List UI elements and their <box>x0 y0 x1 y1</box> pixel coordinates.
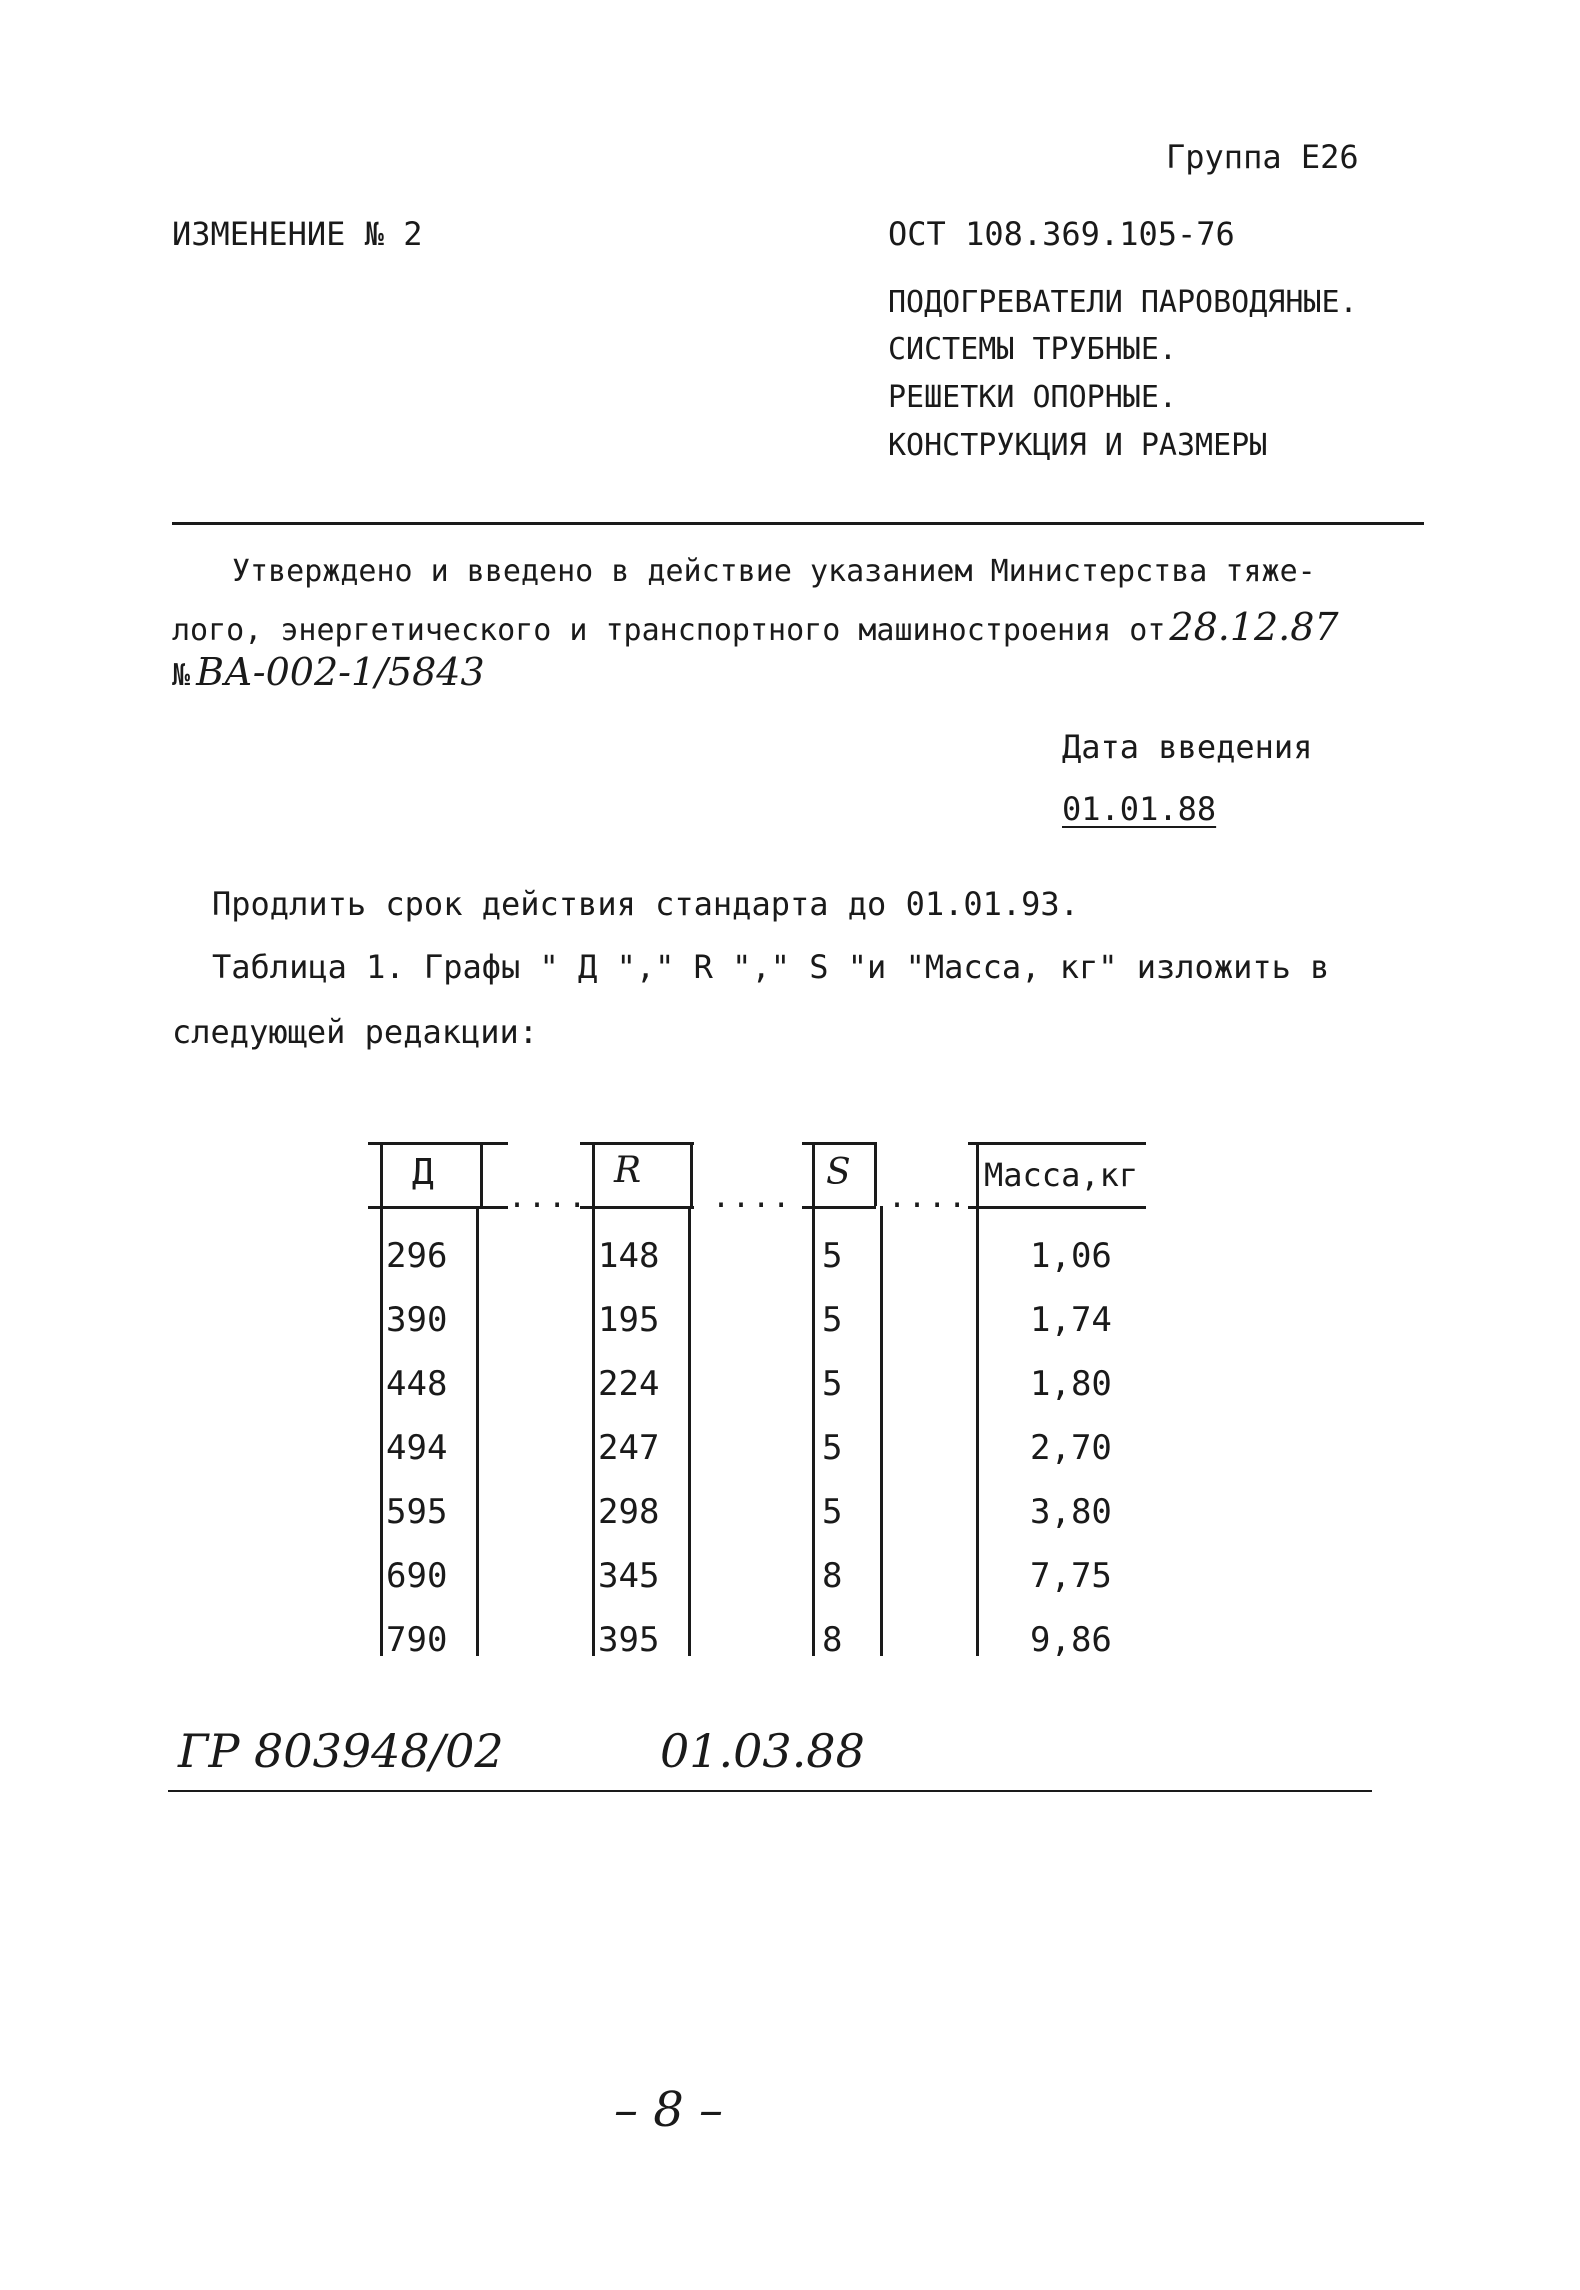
table-vrule <box>690 1142 693 1206</box>
table-vrule <box>480 1142 483 1206</box>
column-gap-dots: .... <box>888 1180 969 1215</box>
cell-mass: 7,75 <box>1030 1556 1112 1596</box>
approval-line-1: Утверждено и введено в действие указанием Министерства тяже- <box>232 554 1316 589</box>
cell-s: 5 <box>822 1492 843 1532</box>
table-vrule <box>976 1206 979 1656</box>
cell-mass: 1,06 <box>1030 1236 1112 1276</box>
cell-d: 690 <box>386 1556 448 1596</box>
cell-s: 5 <box>822 1236 843 1276</box>
cell-mass: 1,80 <box>1030 1364 1112 1404</box>
cell-r: 298 <box>598 1492 660 1532</box>
footer-divider <box>168 1790 1372 1792</box>
table-vrule <box>380 1142 383 1206</box>
approval-line-2 <box>172 605 1339 649</box>
title-line: РЕШЕТКИ ОПОРНЫЕ. <box>888 380 1177 415</box>
title-line: КОНСТРУКЦИЯ И РАЗМЕРЫ <box>888 428 1268 463</box>
cell-d: 296 <box>386 1236 448 1276</box>
header-divider <box>172 522 1424 525</box>
column-gap-dots: .... <box>508 1180 589 1215</box>
cell-mass: 2,70 <box>1030 1428 1112 1468</box>
table-vrule <box>812 1142 815 1206</box>
table-vrule <box>812 1206 815 1656</box>
cell-d: 448 <box>386 1364 448 1404</box>
table-vrule <box>688 1206 691 1656</box>
title-line: ПОДОГРЕВАТЕЛИ ПАРОВОДЯНЫЕ. <box>888 285 1358 320</box>
table-header-rule <box>580 1206 694 1209</box>
table-header-r: R <box>614 1150 642 1191</box>
cell-mass: 1,74 <box>1030 1300 1112 1340</box>
intro-date: 01.01.88 <box>1062 790 1217 828</box>
table-header-rule <box>968 1206 1146 1209</box>
approval-line-2-text: лого, энергетического и транспортного машиностроения от <box>172 613 1166 648</box>
cell-r: 224 <box>598 1364 660 1404</box>
table-header-d: Д <box>412 1152 434 1193</box>
page-number: – 8 – <box>614 2082 724 2138</box>
title-line: СИСТЕМЫ ТРУБНЫЕ. <box>888 332 1177 367</box>
table-top-rule <box>368 1142 508 1145</box>
cell-s: 8 <box>822 1556 843 1596</box>
table-note-line-2: следующей редакции: <box>172 1013 539 1051</box>
extend-validity-text: Продлить срок действия стандарта до 01.01.93. <box>212 885 1079 923</box>
cell-r: 345 <box>598 1556 660 1596</box>
cell-s: 5 <box>822 1428 843 1468</box>
cell-r: 195 <box>598 1300 660 1340</box>
intro-date-label: Дата введения <box>1062 728 1313 766</box>
change-label: ИЗМЕНЕНИЕ № 2 <box>172 215 423 253</box>
cell-r: 148 <box>598 1236 660 1276</box>
table-header-s: S <box>826 1152 851 1193</box>
cell-s: 5 <box>822 1300 843 1340</box>
cell-d: 494 <box>386 1428 448 1468</box>
cell-mass: 9,86 <box>1030 1620 1112 1660</box>
table-top-rule <box>968 1142 1146 1145</box>
table-top-rule <box>580 1142 694 1145</box>
registration-number: ГР 803948/02 <box>178 1724 504 1778</box>
table-vrule <box>976 1142 979 1206</box>
cell-r: 247 <box>598 1428 660 1468</box>
cell-s: 8 <box>822 1620 843 1660</box>
table-header-mass: Масса,кг <box>984 1156 1139 1194</box>
column-gap-dots: .... <box>712 1180 793 1215</box>
table-vrule <box>476 1206 479 1656</box>
table-vrule <box>380 1206 383 1656</box>
cell-d: 790 <box>386 1620 448 1660</box>
cell-d: 595 <box>386 1492 448 1532</box>
registration-date: 01.03.88 <box>660 1724 865 1778</box>
standard-number: ОСТ 108.369.105-76 <box>888 215 1235 253</box>
approval-number-handwritten: ВА-002-1/5843 <box>196 650 485 694</box>
table-note-line-1: Таблица 1. Графы " Д "," R "," S "и "Масса, кг" изложить в <box>212 948 1330 986</box>
approval-number <box>172 650 485 694</box>
group-code: Группа Е26 <box>1166 138 1359 176</box>
approval-number-prefix: № <box>172 658 191 693</box>
cell-mass: 3,80 <box>1030 1492 1112 1532</box>
table-vrule <box>880 1206 883 1656</box>
table-vrule <box>874 1142 877 1206</box>
cell-d: 390 <box>386 1300 448 1340</box>
cell-r: 395 <box>598 1620 660 1660</box>
approval-date-handwritten: 28.12.87 <box>1169 605 1339 649</box>
table-vrule <box>592 1142 595 1206</box>
cell-s: 5 <box>822 1364 843 1404</box>
table-header-rule <box>368 1206 508 1209</box>
table-vrule <box>592 1206 595 1656</box>
